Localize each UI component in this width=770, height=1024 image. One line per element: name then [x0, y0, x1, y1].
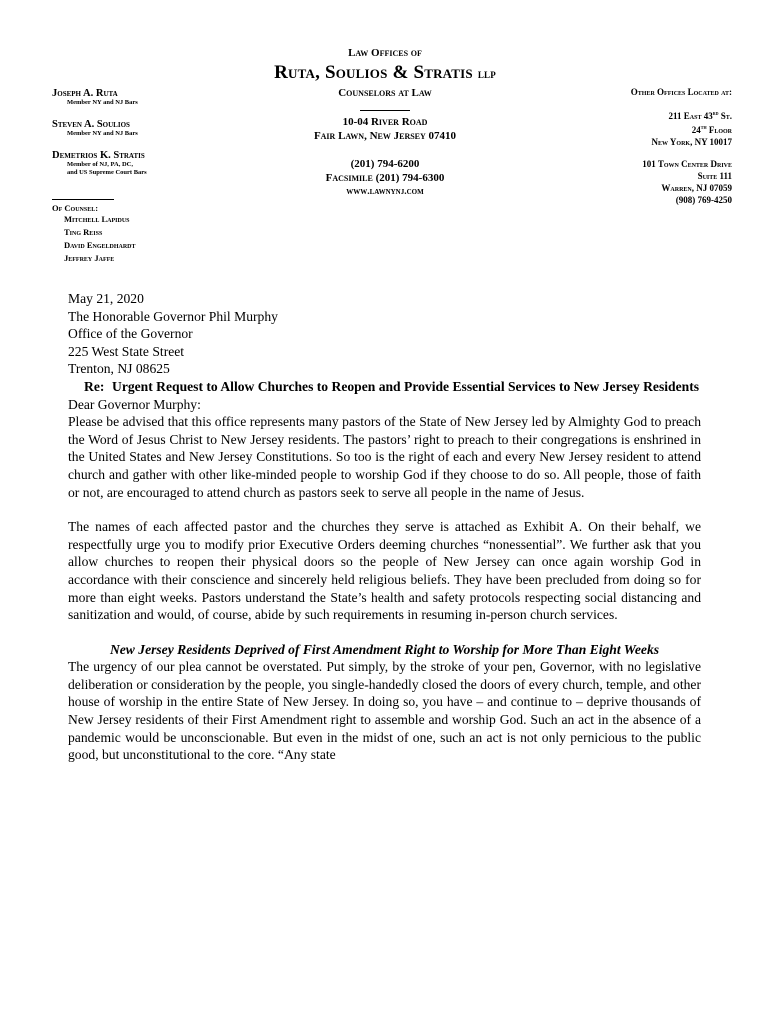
partners-list: [52, 88, 202, 265]
address-line-2: Fair Lawn, New Jersey 07410: [313, 130, 457, 142]
of-counsel-name: Jeffrey Jaffe: [64, 253, 115, 263]
office-address-line: 211 East 43rd St.: [668, 111, 732, 121]
website: www.lawnynj.com: [346, 187, 424, 197]
subject-line: [68, 378, 701, 396]
partner-bar-note: and US Supreme Court Bars: [67, 169, 147, 176]
of-counsel-heading: Of Counsel:: [52, 203, 99, 213]
office-address-line: 24th Floor: [691, 125, 732, 135]
separator-line: [52, 199, 114, 200]
letter-body: [68, 290, 701, 764]
office-address-line: New York, NY 10017: [651, 137, 732, 147]
address-line-1: 10-04 River Road: [342, 116, 428, 128]
office-address-line: Warren, NJ 07059: [661, 183, 732, 193]
phone-number: (201) 794-6200: [350, 158, 420, 170]
other-offices-heading: Other Offices Located at:: [630, 87, 732, 97]
partner-name: Joseph A. Ruta: [52, 88, 118, 99]
other-offices: [532, 86, 732, 216]
of-counsel-name: Ting Reiss: [64, 227, 103, 237]
partner-bar-note: Member NY and NJ Bars: [67, 99, 138, 106]
salutation: Dear Governor Murphy:: [68, 396, 201, 412]
fax-number: Facsimile (201) 794-6300: [325, 172, 445, 184]
firm-name: [0, 62, 770, 84]
office-warren: [532, 158, 732, 206]
counselors-line: Counselors at Law: [338, 87, 432, 99]
office-address-line: 101 Town Center Drive: [642, 159, 732, 169]
partner-bar-note: Member NY and NJ Bars: [67, 130, 138, 137]
subject-text: Urgent Request to Allow Churches to Reopen and Provide Essential Services to New Jersey Residents: [112, 378, 700, 394]
partner-name: Steven A. Soulios: [52, 119, 130, 130]
section-heading: New Jersey Residents Deprived of First Amendment Right to Worship for More Than Eight Weeks: [109, 641, 660, 657]
partner-entry: [52, 150, 202, 177]
office-address-line: Suite 111: [697, 171, 732, 181]
recipient-line: Office of the Governor: [68, 326, 193, 342]
subject-label: Re:: [84, 378, 105, 394]
recipient-line: The Honorable Governor Phil Murphy: [68, 308, 278, 324]
firm-name-text: Ruta, Soulios & Stratis: [274, 62, 473, 83]
of-counsel-name: David Engeldhardt: [64, 240, 136, 250]
recipient-line: 225 West State Street: [68, 343, 185, 359]
partner-entry: [52, 119, 202, 138]
partner-name: Demetrios K. Stratis: [52, 150, 145, 161]
office-phone: (908) 769-4250: [675, 195, 732, 205]
body-paragraph: The urgency of our plea cannot be overstated. Put simply, by the stroke of your pen, Governor, with no legislative deliberation or consideration by the people, you single-handedly closed the doors of every church, temple, and other house of worship in the entire State of New Jersey. In doing so, you have – and continue to – deprive thousands of New Jersey residents of their First Amendment right to assemble and worship God. Such an act in the absence of a pandemic would be unconscionable. But even in the midst of one, such an act is not only pernicious to the public good, but unconstitutional to the core. “Any state: [68, 659, 701, 763]
letter-date: May 21, 2020: [68, 291, 144, 306]
separator-line: [360, 110, 410, 111]
partner-bar-note: Member of NJ, PA, DC,: [67, 161, 134, 168]
body-paragraph: The names of each affected pastor and the churches they serve is attached as Exhibit A. On their behalf, we respectfully urge you to modify prior Executive Orders deeming churches “nonessential”. We further ask that you allow churches to reopen their physical doors so the people of New Jersey can once again worship God in accordance with their conscience and sincerely held religious beliefs. They have been precluded from doing so for more than eight weeks. Pastors understand the State’s health and safety protocols respecting social distancing and sanitization and would, of course, abide by such requirements in resuming in-person church services.: [68, 519, 701, 623]
recipient-line: Trenton, NJ 08625: [68, 361, 170, 377]
office-new-york: [532, 108, 732, 148]
firm-suffix: llp: [477, 66, 496, 81]
of-counsel-name: Mitchell Lapidus: [64, 214, 130, 224]
recipient-address: [68, 308, 701, 378]
firm-kicker: Law Offices of: [348, 47, 422, 59]
body-paragraph: Please be advised that this office represents many pastors of the State of New Jersey led by Almighty God to preach the Word of Jesus Christ to New Jersey residents. The pastors’ right to preach to their congregations is enshrined in the United States and New Jersey Constitutions. So too is the right of each and every New Jersey resident to attend church and gather with other like-minded people to worship God if they choose to do so. All people, those of faith or not, are encouraged to attend church as pastors seek to serve all people in the name of Jesus.: [68, 414, 701, 500]
partner-entry: [52, 88, 202, 107]
